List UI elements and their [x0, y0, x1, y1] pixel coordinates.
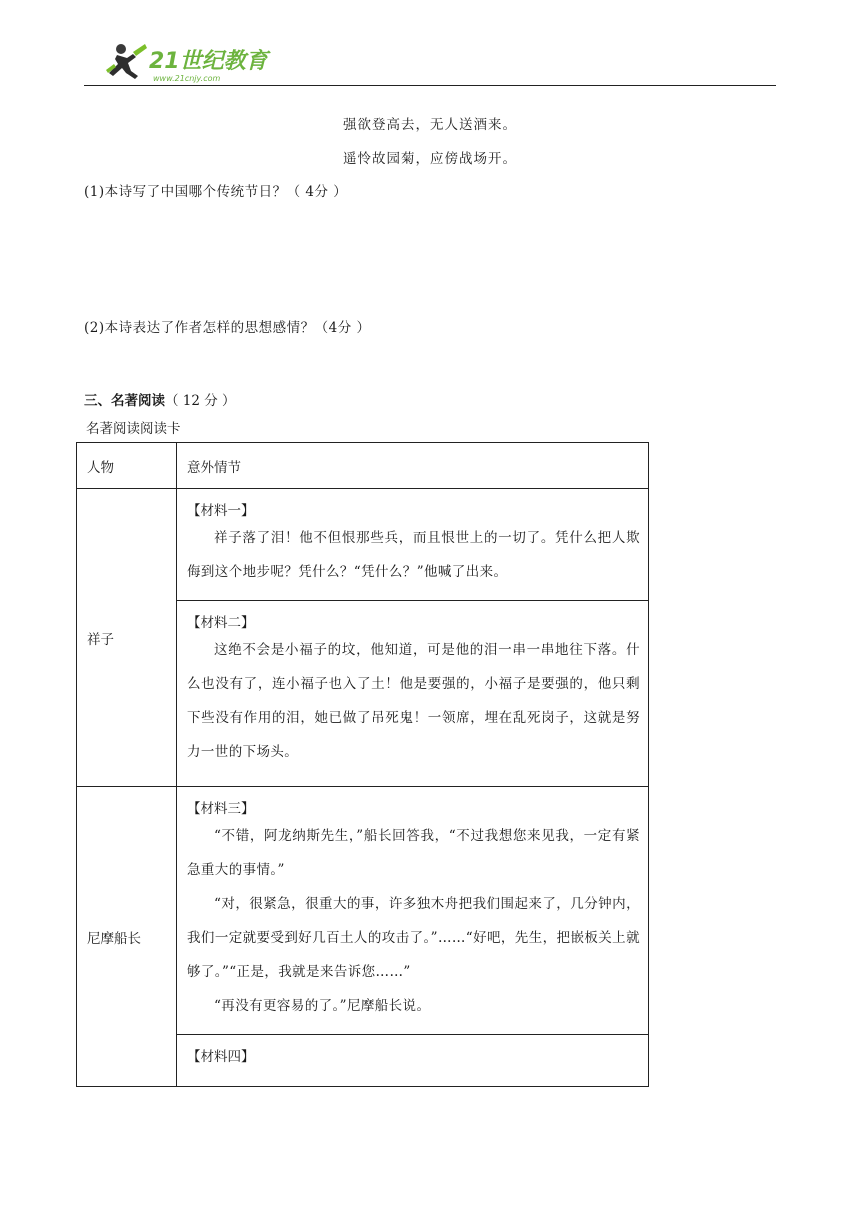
material-3-cell [177, 787, 649, 1035]
material-4-cell [177, 1035, 649, 1087]
logo-wordmark: 21世纪教育 [149, 49, 268, 74]
runner-icon [106, 44, 147, 79]
poem-line-1: 强欲登高去，无人送酒来。 [343, 117, 517, 133]
table-header-row [77, 443, 649, 489]
material-paragraph: “再没有更容易的了。”尼摩船长说。 [214, 998, 431, 1014]
poem-line-2: 遥怜故园菊，应傍战场开。 [343, 151, 517, 167]
material-2-cell [177, 601, 649, 787]
table-row [77, 787, 649, 1035]
material-label: 【材料三】 [187, 801, 255, 817]
reading-card-title: 名著阅读阅读卡 [86, 421, 181, 437]
material-paragraph: 这绝不会是小福子的坟，他知道，可是他的泪一串一串地往下落。什么也没有了，连小福子也入了土！他是要强的，小福子是要强的，他只剩下些没有作用的泪，她已做了吊死鬼！一领席，埋在乱死岗子，这就是努力一世的下场头。 [187, 642, 640, 760]
logo-url: www.21cnjy.com [153, 74, 221, 83]
table-row [77, 489, 649, 601]
header-divider [84, 85, 776, 86]
material-1-cell [177, 489, 649, 601]
person-xiangzi: 祥子 [77, 489, 177, 787]
header-person: 人物 [77, 443, 177, 489]
person-nemo: 尼摩船长 [77, 787, 177, 1087]
header-plot: 意外情节 [177, 443, 649, 489]
material-label: 【材料二】 [187, 615, 255, 631]
material-paragraph: “不错，阿龙纳斯先生，”船长回答我，“不过我想您来见我，一定有紧急重大的事情。” [187, 828, 640, 878]
question-1: (1)本诗写了中国哪个传统节日？（ 4分 ） [84, 184, 348, 200]
question-2: (2)本诗表达了作者怎样的思想感情？（4分 ） [84, 320, 371, 336]
material-text [187, 521, 640, 589]
material-label: 【材料一】 [187, 503, 255, 519]
section-points: （ 12 分 ） [165, 393, 236, 409]
material-paragraph: “对，很紧急，很重大的事，许多独木舟把我们围起来了，几分钟内，我们一定就要受到好几百土人的攻击了。”……“好吧，先生，把嵌板关上就够了。”“正是，我就是来告诉您……” [187, 896, 640, 980]
site-logo [103, 40, 283, 86]
section-title: 三、名著阅读 [84, 393, 165, 409]
material-paragraph: 祥子落了泪！他不但恨那些兵，而且恨世上的一切了。凭什么把人欺侮到这个地步呢？凭什么？“凭什么？”他喊了出来。 [187, 530, 640, 580]
section-heading [84, 389, 236, 409]
material-text [187, 633, 640, 769]
material-text [187, 819, 640, 1023]
reading-card-table [76, 442, 649, 1087]
material-label: 【材料四】 [187, 1049, 255, 1065]
